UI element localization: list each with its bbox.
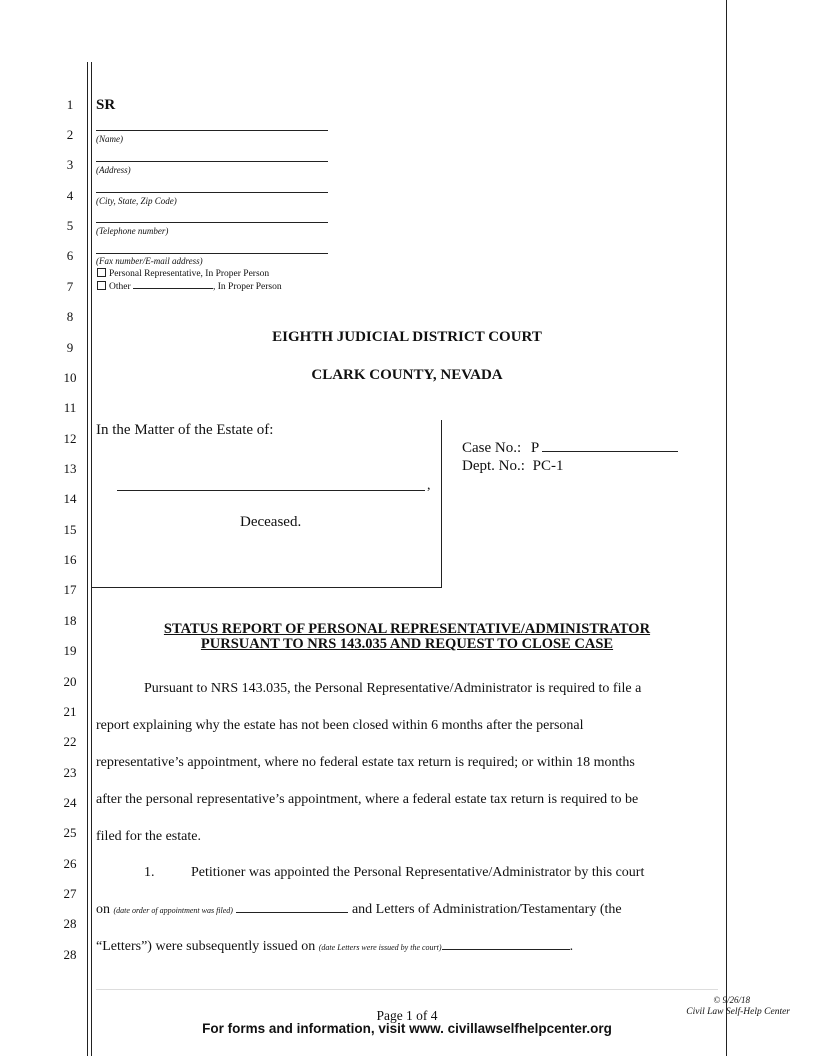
- footer-divider: [96, 989, 718, 990]
- letters-date-hint: (date Letters were issued by the court): [318, 943, 442, 952]
- fax-email-label: (Fax number/E-mail address): [96, 256, 203, 266]
- dept-number-value: PC-1: [532, 458, 564, 474]
- line-number: 12: [63, 431, 77, 446]
- body-paragraph-line: report explaining why the estate has not been closed within 6 months after the personal: [96, 718, 584, 733]
- deceased-label: Deceased.: [240, 514, 302, 530]
- party-initials: SR: [96, 97, 116, 113]
- line-number: 24: [63, 795, 77, 810]
- decedent-comma: ,: [427, 478, 431, 493]
- name-line: [96, 130, 328, 131]
- document-title-line2: PURSUANT TO NRS 143.035 AND REQUEST TO CLOSE CASE: [200, 636, 614, 652]
- line-number: 14: [63, 491, 77, 506]
- line-number: 22: [63, 734, 77, 749]
- line-number: 26: [63, 856, 77, 871]
- telephone-line: [96, 222, 328, 223]
- line-number: 2: [66, 127, 74, 142]
- city-label: (City, State, Zip Code): [96, 196, 177, 206]
- line-number: 1: [66, 97, 74, 112]
- dept-number-row: [462, 458, 564, 475]
- footer-info-link[interactable]: For forms and information, visit www. civillawselfhelpcenter.org: [202, 1021, 612, 1036]
- line-number: 23: [63, 765, 77, 780]
- case-number-blank[interactable]: [542, 451, 678, 452]
- letters-date-row: [96, 939, 573, 955]
- right-margin-line: [726, 0, 727, 1056]
- court-county: CLARK COUNTY, NEVADA: [311, 367, 503, 383]
- other-checkbox[interactable]: [97, 281, 106, 290]
- line-number: 18: [63, 613, 77, 628]
- body-paragraph-line: after the personal representative’s appointment, where a federal estate tax return is required to be: [96, 792, 639, 807]
- line-number: 7: [66, 279, 74, 294]
- address-label: (Address): [96, 165, 131, 175]
- page-number: Page 1 of 4: [376, 1008, 438, 1023]
- line-number: 25: [63, 825, 77, 840]
- case-number-row: [462, 440, 678, 457]
- line-number: 16: [63, 552, 77, 567]
- dept-number-label: Dept. No.:: [462, 458, 525, 474]
- line-number: 5: [66, 218, 74, 233]
- appointment-date-row: [96, 902, 622, 918]
- line-number: 28: [63, 916, 77, 931]
- personal-representative-checkbox[interactable]: [97, 268, 106, 277]
- line-number: 27: [63, 886, 77, 901]
- line-number: 11: [63, 400, 77, 415]
- appointment-date-blank[interactable]: [236, 912, 348, 913]
- case-number-label: Case No.:: [462, 440, 522, 456]
- caption-box-bottom-border: [91, 587, 442, 588]
- address-line: [96, 161, 328, 162]
- line-number: 13: [63, 461, 77, 476]
- letters-period: .: [569, 939, 574, 954]
- line-number: 6: [66, 248, 74, 263]
- on-label: on: [96, 902, 110, 917]
- item-1-text: Petitioner was appointed the Personal Representative/Administrator by this court: [191, 865, 645, 880]
- footer-center-name: Civil Law Self-Help Center: [686, 1007, 790, 1017]
- other-blank[interactable]: [133, 288, 213, 289]
- name-label: (Name): [96, 134, 123, 144]
- line-number: 9: [66, 340, 74, 355]
- line-number: 19: [63, 643, 77, 658]
- left-margin-line: [87, 62, 88, 1056]
- document-title-line1: STATUS REPORT OF PERSONAL REPRESENTATIVE/ADMINISTRATOR: [163, 621, 651, 637]
- fax-email-line: [96, 253, 328, 254]
- appointment-date-hint: (date order of appointment was filed): [113, 906, 233, 915]
- line-number: 4: [66, 188, 74, 203]
- line-number: 3: [66, 157, 74, 172]
- line-number: 28: [63, 947, 77, 962]
- other-label: Other: [109, 282, 131, 292]
- body-paragraph-line: filed for the estate.: [96, 829, 201, 844]
- line-number: 17: [63, 582, 77, 597]
- body-paragraph-line: representative’s appointment, where no federal estate tax return is required; or within 18 months: [96, 755, 635, 770]
- letters-quote: “Letters”) were subsequently issued on: [96, 939, 316, 954]
- line-number: 20: [63, 674, 77, 689]
- letters-date-blank[interactable]: [442, 949, 570, 950]
- footer-date: © 9/26/18: [713, 995, 750, 1005]
- other-suffix-label: , In Proper Person: [213, 282, 282, 292]
- letters-text: and Letters of Administration/Testamentary (the: [351, 902, 622, 917]
- checkbox-other-row: [97, 281, 282, 292]
- telephone-label: (Telephone number): [96, 226, 169, 236]
- estate-matter-label: In the Matter of the Estate of:: [96, 422, 274, 438]
- court-name: EIGHTH JUDICIAL DISTRICT COURT: [272, 329, 542, 345]
- checkbox-personal-row: [97, 268, 269, 279]
- line-number: 8: [66, 309, 74, 324]
- line-number: 15: [63, 522, 77, 537]
- city-line: [96, 192, 328, 193]
- case-number-prefix: P: [530, 440, 539, 456]
- line-number: 10: [63, 370, 77, 385]
- personal-representative-label: Personal Representative, In Proper Person: [109, 269, 270, 279]
- line-number: 21: [63, 704, 77, 719]
- caption-box-right-border: [441, 420, 442, 587]
- item-number: 1.: [144, 865, 155, 880]
- left-margin-line-inner: [91, 62, 92, 1056]
- body-paragraph-line: Pursuant to NRS 143.035, the Personal Representative/Administrator is required to file a: [144, 681, 642, 696]
- decedent-name-line[interactable]: [117, 490, 425, 491]
